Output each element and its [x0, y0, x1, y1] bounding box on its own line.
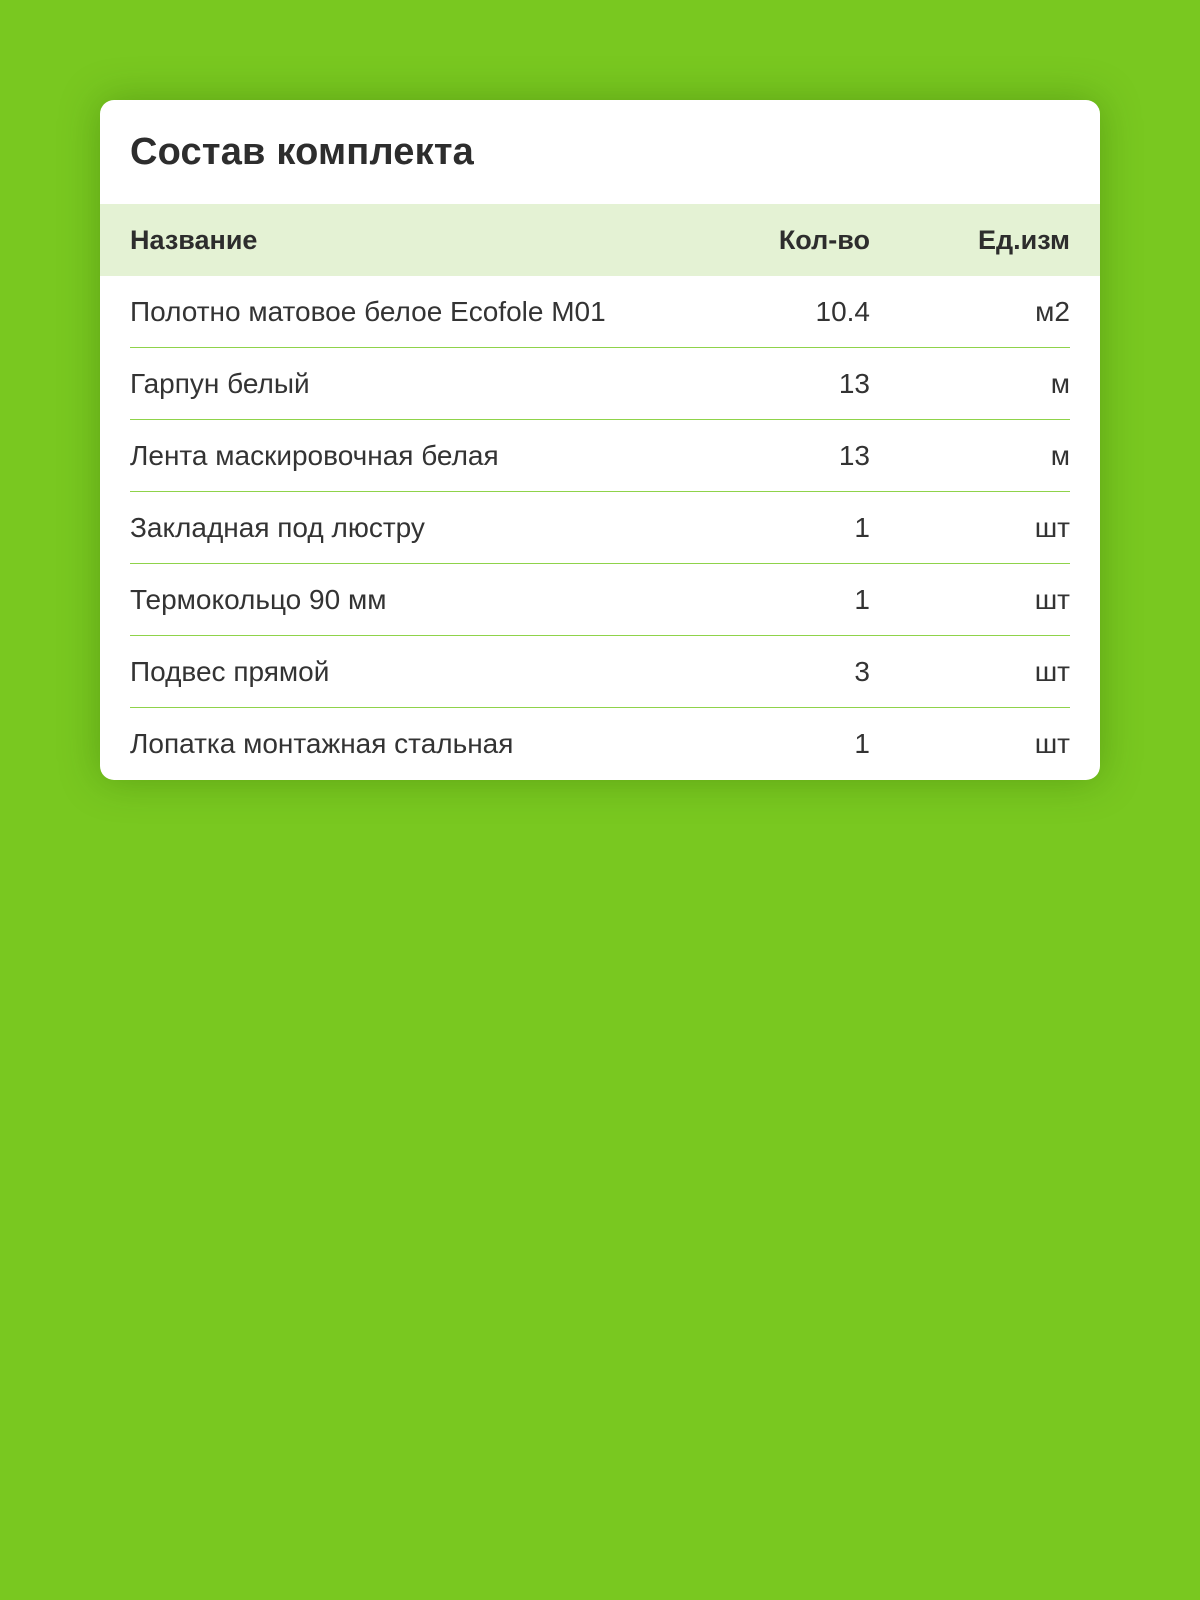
table-row: [130, 492, 1070, 564]
table-row: [130, 420, 1070, 492]
cell-unit: шт: [1034, 728, 1070, 759]
header-qty: Кол-во: [778, 224, 870, 255]
table-row: [130, 348, 1070, 420]
cell-qty: 1: [854, 728, 870, 759]
table-row: [130, 564, 1070, 636]
cell-name: Подвес прямой: [130, 655, 330, 687]
cell-name: Лопатка монтажная стальная: [130, 728, 514, 759]
cell-unit: шт: [1034, 583, 1070, 615]
cell-name: Закладная под люстру: [130, 511, 425, 543]
cell-qty: 1: [854, 511, 870, 543]
cell-qty: 3: [854, 655, 870, 687]
cell-name: Полотно матовое белое Ecofole M01: [130, 295, 606, 327]
header-name: Название: [130, 224, 258, 255]
cell-unit: шт: [1034, 511, 1070, 543]
table-row: [130, 276, 1070, 348]
cell-name: Термокольцо 90 мм: [130, 583, 387, 615]
table-body: [100, 276, 1100, 780]
cell-qty: 10.4: [815, 295, 870, 327]
cell-name: Гарпун белый: [130, 367, 310, 399]
kit-contents-card: [100, 100, 1100, 780]
cell-unit: м: [1050, 439, 1070, 471]
cell-unit: м: [1050, 367, 1070, 399]
cell-qty: 13: [838, 367, 870, 399]
card-title: Состав комплекта: [130, 130, 474, 173]
cell-name: Лента маскировочная белая: [130, 439, 499, 471]
header-unit: Ед.изм: [978, 224, 1070, 255]
table-row: [130, 708, 1070, 780]
table-header: [100, 204, 1100, 276]
cell-unit: м2: [1035, 295, 1070, 327]
cell-unit: шт: [1034, 655, 1070, 687]
table-row: [130, 636, 1070, 708]
cell-qty: 1: [854, 583, 870, 615]
cell-qty: 13: [838, 439, 870, 471]
